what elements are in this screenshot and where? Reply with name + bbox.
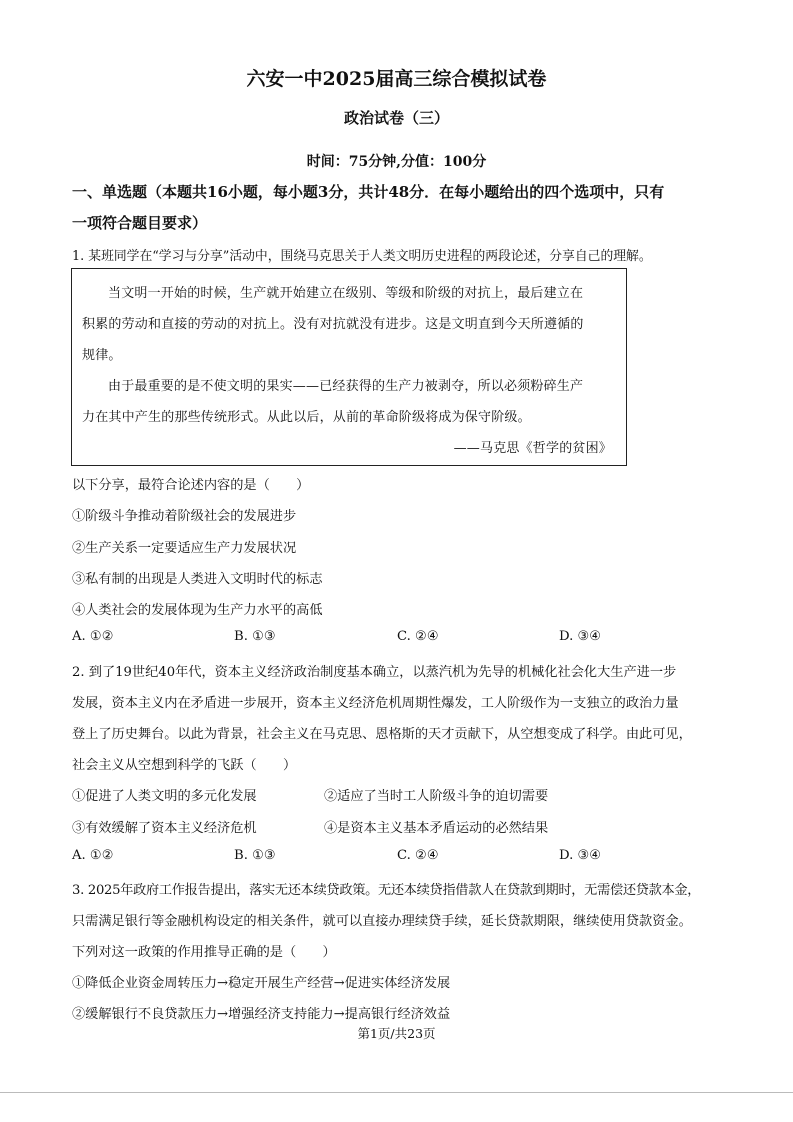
q3-stem-line: 只需满足银行等金融机构设定的相关条件，就可以直接办理续贷手续，延长贷款期限，继续使用贷款资金。 — [72, 914, 692, 929]
q1-option-d[interactable]: D. ③④ — [559, 629, 602, 644]
q2-statement: ③有效缓解了资本主义经济危机 — [72, 821, 257, 836]
q1-question: 以下分享，最符合论述内容的是（ ） — [72, 478, 310, 493]
q1-option-c[interactable]: C. ②④ — [397, 629, 439, 644]
q2-stem-line: 发展，资本主义内在矛盾进一步展开，资本主义经济危机周期性爆发，工人阶级作为一支独立的政治力量 — [72, 696, 679, 711]
q1-statement: ③私有制的出现是人类进入文明时代的标志 — [72, 572, 323, 587]
q3-stem-line: 3. 2025年政府工作报告提出，落实无还本续贷政策。无还本续贷指借款人在贷款到期时，无需偿还贷款本金， — [72, 883, 701, 898]
q3-stem-line: 下列对这一政策的作用推导正确的是（ ） — [72, 945, 336, 960]
exam-title: 六安一中2025届高三综合模拟试卷 — [246, 68, 547, 90]
q2-option-b[interactable]: B. ①③ — [234, 848, 276, 863]
q3-statement: ②缓解银行不良贷款压力→增强经济支持能力→提高银行经济效益 — [72, 1007, 451, 1022]
q2-option-c[interactable]: C. ②④ — [397, 848, 439, 863]
q2-statement: ①促进了人类文明的多元化发展 — [72, 789, 257, 804]
q1-option-b[interactable]: B. ①③ — [234, 629, 276, 644]
quote-source: ——马克思《哲学的贫困》 — [453, 441, 612, 456]
exam-meta: 时间：75分钟,分值：100分 — [306, 154, 487, 170]
exam-subtitle: 政治试卷（三） — [343, 109, 449, 127]
q2-stem-line: 登上了历史舞台。以此为背景，社会主义在马克思、恩格斯的天才贡献下，从空想变成了科学。由此可见， — [72, 727, 692, 742]
q1-quote-box — [71, 268, 627, 466]
q1-option-a[interactable]: A. ①② — [72, 629, 114, 644]
quote-line: 规律。 — [82, 348, 122, 363]
q2-stem-line: 2. 到了19世纪40年代，资本主义经济政治制度基本确立，以蒸汽机为先导的机械化社会化大生产进一步 — [72, 665, 677, 680]
q3-statement: ①降低企业资金周转压力→稳定开展生产经营→促进实体经济发展 — [72, 976, 451, 991]
q2-statement: ②适应了当时工人阶级斗争的迫切需要 — [324, 789, 549, 804]
quote-line: 积累的劳动和直接的劳动的对抗上。没有对抗就没有进步。这是文明直到今天所遵循的 — [82, 317, 584, 332]
page-bottom-rule — [0, 1092, 793, 1093]
q2-option-d[interactable]: D. ③④ — [559, 848, 602, 863]
section-heading-line1: 一、单选题（本题共16小题，每小题3分，共计48分．在每小题给出的四个选项中，只有 — [72, 183, 665, 201]
q2-option-a[interactable]: A. ①② — [72, 848, 114, 863]
quote-line: 当文明一开始的时候，生产就开始建立在级别、等级和阶级的对抗上，最后建立在 — [108, 286, 584, 301]
quote-line: 由于最重要的是不使文明的果实——已经获得的生产力被剥夺，所以必须粉碎生产 — [108, 379, 584, 394]
quote-line: 力在其中产生的那些传统形式。从此以后，从前的革命阶级将成为保守阶级。 — [82, 410, 531, 425]
page-number: 第1页/共23页 — [357, 1026, 436, 1041]
q1-statement: ②生产关系一定要适应生产力发展状况 — [72, 541, 297, 556]
q1-stem: 1. 某班同学在“学习与分享”活动中，围绕马克思关于人类文明历史进程的两段论述，分享自己的理解。 — [72, 249, 652, 264]
q2-stem-line: 社会主义从空想到科学的飞跃（ ） — [72, 758, 297, 773]
section-heading-line2: 一项符合题目要求） — [72, 214, 208, 232]
q1-statement: ①阶级斗争推动着阶级社会的发展进步 — [72, 509, 297, 524]
q1-statement: ④人类社会的发展体现为生产力水平的高低 — [72, 603, 323, 618]
q2-statement: ④是资本主义基本矛盾运动的必然结果 — [324, 821, 549, 836]
